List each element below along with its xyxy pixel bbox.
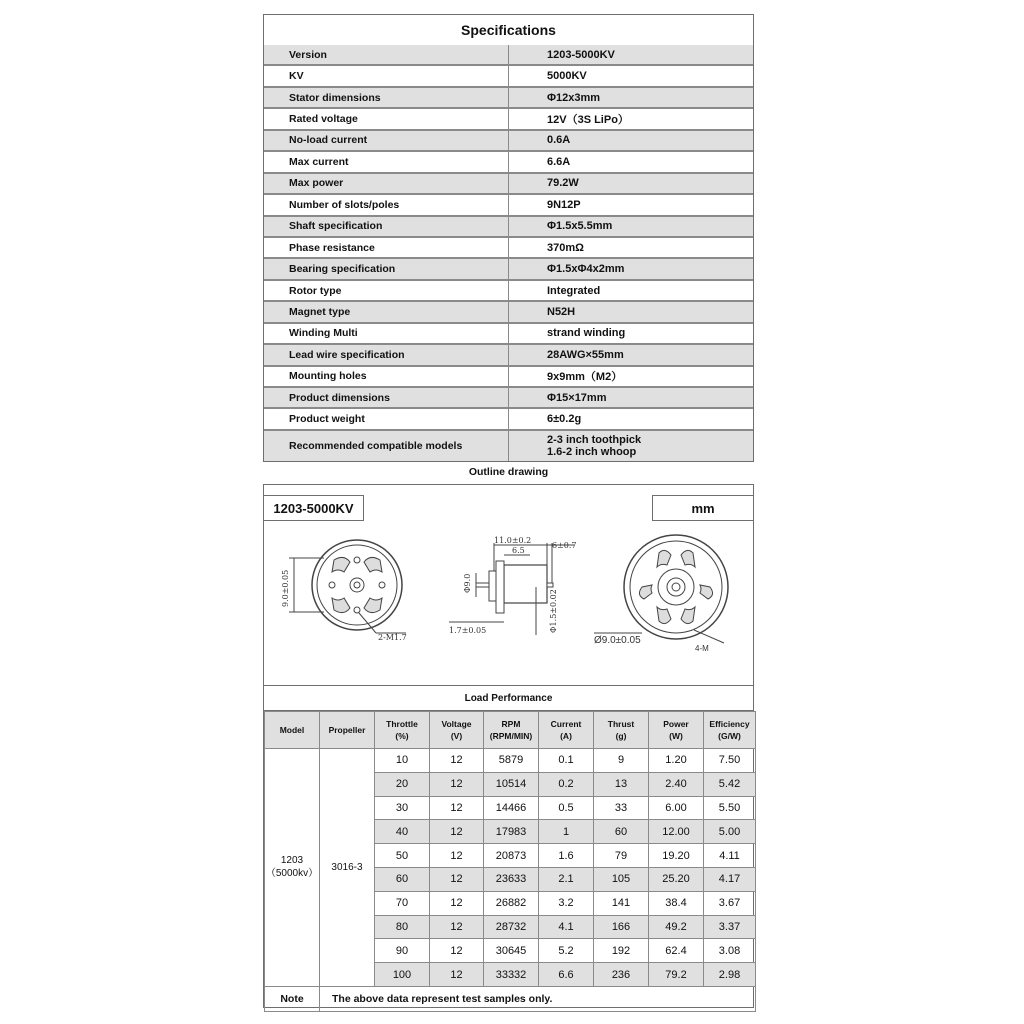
table-cell: 3.08 [704,939,756,963]
column-header [594,712,649,749]
spec-value-line: 6.6A [547,155,571,168]
table-cell: 49.2 [649,915,704,939]
table-cell: 100 [375,963,430,987]
spec-label: Lead wire specification [264,345,509,364]
note-text: The above data represent test samples only. [320,986,756,1011]
table-cell: 12 [430,796,484,820]
spec-value [509,238,753,257]
specifications-title: Specifications [264,15,753,47]
spec-value-line: strand winding [547,327,626,340]
table-cell: 33 [594,796,649,820]
spec-value-line: N52H [547,305,576,318]
column-header [704,712,756,749]
column-header-line: Model [279,725,305,735]
spec-value-line: 5000KV [547,70,587,83]
outline-drawing-panel [263,484,754,685]
spec-row [264,259,753,280]
column-header-line: Voltage [441,719,472,729]
table-cell: 3.37 [704,915,756,939]
table-cell: 12 [430,915,484,939]
spec-row [264,109,753,130]
column-header-line: (%) [395,731,409,741]
table-cell: 12 [430,867,484,891]
table-cell: 12 [430,749,484,773]
spec-label: Product dimensions [264,388,509,407]
model-cell-line: （5000kv） [265,868,319,880]
front-height-dim: 9.0±0.05 [281,569,290,607]
spec-value-line: 28AWG×55mm [547,348,624,361]
table-cell: 10514 [484,772,539,796]
table-cell: 1.20 [649,749,704,773]
table-cell: 5.42 [704,772,756,796]
table-cell: 105 [594,867,649,891]
table-cell: 4.11 [704,844,756,868]
table-cell: 9 [594,749,649,773]
spec-value-line: 6±0.2g [547,413,582,426]
column-header [484,712,539,749]
table-cell: 12 [430,844,484,868]
table-cell: 12 [430,963,484,987]
spec-row [264,302,753,323]
spec-value [509,88,753,107]
spec-value-line: Φ1.5xΦ4x2mm [547,263,625,276]
table-cell: 2.40 [649,772,704,796]
column-header [539,712,594,749]
spec-value [509,131,753,150]
spec-value [509,174,753,193]
spec-value-line: Integrated [547,284,601,297]
spec-label: Rated voltage [264,109,509,128]
table-cell: 141 [594,891,649,915]
table-cell: 4.1 [539,915,594,939]
spec-value [509,324,753,343]
table-cell: 236 [594,963,649,987]
table-cell: 192 [594,939,649,963]
table-cell: 5.2 [539,939,594,963]
table-cell: 0.5 [539,796,594,820]
table-cell: 40 [375,820,430,844]
table-cell: 5879 [484,749,539,773]
spec-value [509,259,753,278]
model-label: 1203-5000KV [264,495,364,521]
table-cell: 2.98 [704,963,756,987]
column-header [649,712,704,749]
side-base-dim: 1.7±0.05 [449,626,487,635]
column-header-line: (RPM/MIN) [489,731,533,741]
model-cell-line: 1203 [280,855,304,867]
spec-value [509,45,753,64]
spec-row [264,324,753,345]
side-dia-dim: Φ9.0 [463,573,472,593]
performance-body [265,749,756,1012]
spec-label: No-load current [264,131,509,150]
column-header-line: Thrust [607,719,635,729]
table-cell: 60 [375,867,430,891]
spec-label: Stator dimensions [264,88,509,107]
spec-value-line: 9x9mm（M2） [547,371,623,384]
load-performance-title: Load Performance [264,686,753,711]
motor-back-view [594,535,728,643]
table-cell: 4.17 [704,867,756,891]
spec-value [509,345,753,364]
back-dia-dim: Ø9.0±0.05 [594,635,641,646]
spec-value-line: 12V（3S LiPo） [547,114,629,127]
spec-label: Max power [264,174,509,193]
spec-row [264,367,753,388]
table-cell: 60 [594,820,649,844]
table-cell: 14466 [484,796,539,820]
spec-value [509,195,753,214]
performance-table [264,711,756,1012]
table-cell: 12 [430,891,484,915]
spec-row [264,431,753,461]
back-hole-dim: 4-M [695,644,709,653]
column-header-line: Propeller [328,725,366,735]
spec-value [509,152,753,171]
column-header [375,712,430,749]
table-cell: 33332 [484,963,539,987]
column-header-line: RPM [501,719,521,729]
side-body-dim: 6.5 [512,546,525,555]
spec-value-line: 2-3 inch toothpick [547,433,642,446]
table-row [265,749,756,773]
unit-label: mm [652,495,753,521]
column-header-line: Throttle [386,719,418,729]
table-cell: 20873 [484,844,539,868]
spec-row [264,238,753,259]
spec-value-line: 1.6-2 inch whoop [547,445,637,458]
table-cell: 166 [594,915,649,939]
spec-row [264,131,753,152]
outline-drawing-caption: Outline drawing [468,466,549,478]
performance-header-row [265,712,756,749]
table-cell: 30645 [484,939,539,963]
spec-value [509,409,753,428]
column-header [320,712,375,749]
table-cell: 1.6 [539,844,594,868]
column-header-line: (V) [450,731,463,741]
table-cell: 62.4 [649,939,704,963]
spec-label: Max current [264,152,509,171]
table-cell: 6.00 [649,796,704,820]
table-cell: 2.1 [539,867,594,891]
spec-value [509,431,753,461]
spec-value-line: 370mΩ [547,241,584,254]
front-hole-dim: 2-M1.7 [378,633,407,642]
specifications-table [263,14,754,462]
spec-row [264,345,753,366]
spec-row [264,88,753,109]
table-cell: 12 [430,939,484,963]
side-shaft-dim: 6±0.7 [552,541,577,550]
table-cell: 12 [430,820,484,844]
table-cell: 79.2 [649,963,704,987]
table-cell: 3.67 [704,891,756,915]
spec-value [509,367,753,386]
spec-value [509,388,753,407]
spec-label: Magnet type [264,302,509,321]
model-cell [265,749,320,987]
spec-row [264,195,753,216]
table-cell: 79 [594,844,649,868]
table-cell: 25.20 [649,867,704,891]
spec-value-line: 1203-5000KV [547,48,615,61]
table-cell: 0.2 [539,772,594,796]
table-cell: 38.4 [649,891,704,915]
outline-drawing-svg [264,525,752,685]
column-header-line: (A) [560,731,572,741]
spec-row [264,174,753,195]
table-cell: 3.2 [539,891,594,915]
spec-value-line: Φ15×17mm [547,391,607,404]
table-cell: 70 [375,891,430,915]
spec-label: Shaft specification [264,217,509,236]
spec-label: Number of slots/poles [264,195,509,214]
side-total-dim: 11.0±0.2 [494,536,532,545]
table-cell: 28732 [484,915,539,939]
column-header-line: (G/W) [718,731,741,741]
note-row [265,986,756,1011]
load-performance-table [263,685,754,1008]
spec-value-line: Φ12x3mm [547,91,601,104]
spec-row [264,409,753,430]
spec-row [264,152,753,173]
table-cell: 23633 [484,867,539,891]
spec-value [509,302,753,321]
spec-row [264,388,753,409]
table-cell: 26882 [484,891,539,915]
column-header-line: (g) [615,731,627,741]
column-header [430,712,484,749]
spec-row [264,45,753,66]
spec-row [264,217,753,238]
spec-value-line: 9N12P [547,198,581,211]
table-cell: 7.50 [704,749,756,773]
spec-label: KV [264,66,509,85]
column-header [265,712,320,749]
table-cell: 10 [375,749,430,773]
spec-value [509,66,753,85]
spec-value [509,109,753,128]
column-header-line: Efficiency [709,719,750,729]
spec-value [509,217,753,236]
column-header-line: Power [663,719,689,729]
table-cell: 50 [375,844,430,868]
note-label: Note [265,986,320,1011]
table-cell: 1 [539,820,594,844]
spec-value [509,281,753,300]
table-cell: 6.6 [539,963,594,987]
spec-label: Bearing specification [264,259,509,278]
table-cell: 80 [375,915,430,939]
specifications-rows [264,45,753,461]
table-cell: 12 [430,772,484,796]
spec-value-line: Φ1.5x5.5mm [547,220,613,233]
spec-label: Version [264,45,509,64]
table-cell: 0.1 [539,749,594,773]
spec-label: Recommended compatible models [264,431,509,461]
propeller-cell: 3016-3 [320,749,375,987]
spec-value-line: 0.6A [547,134,571,147]
table-cell: 5.00 [704,820,756,844]
table-cell: 17983 [484,820,539,844]
column-header-line: (W) [669,731,683,741]
spec-label: Phase resistance [264,238,509,257]
side-shaft-dia-dim: Φ1.5±0.02 [549,589,558,633]
table-cell: 30 [375,796,430,820]
table-cell: 90 [375,939,430,963]
spec-row [264,66,753,87]
spec-label: Winding Multi [264,324,509,343]
table-cell: 13 [594,772,649,796]
table-cell: 20 [375,772,430,796]
spec-value-line: 79.2W [547,177,579,190]
spec-row [264,281,753,302]
table-cell: 19.20 [649,844,704,868]
spec-label: Rotor type [264,281,509,300]
motor-front-view [289,540,406,633]
table-cell: 5.50 [704,796,756,820]
spec-label: Mounting holes [264,367,509,386]
table-cell: 12.00 [649,820,704,844]
column-header-line: Current [550,719,582,729]
spec-label: Product weight [264,409,509,428]
